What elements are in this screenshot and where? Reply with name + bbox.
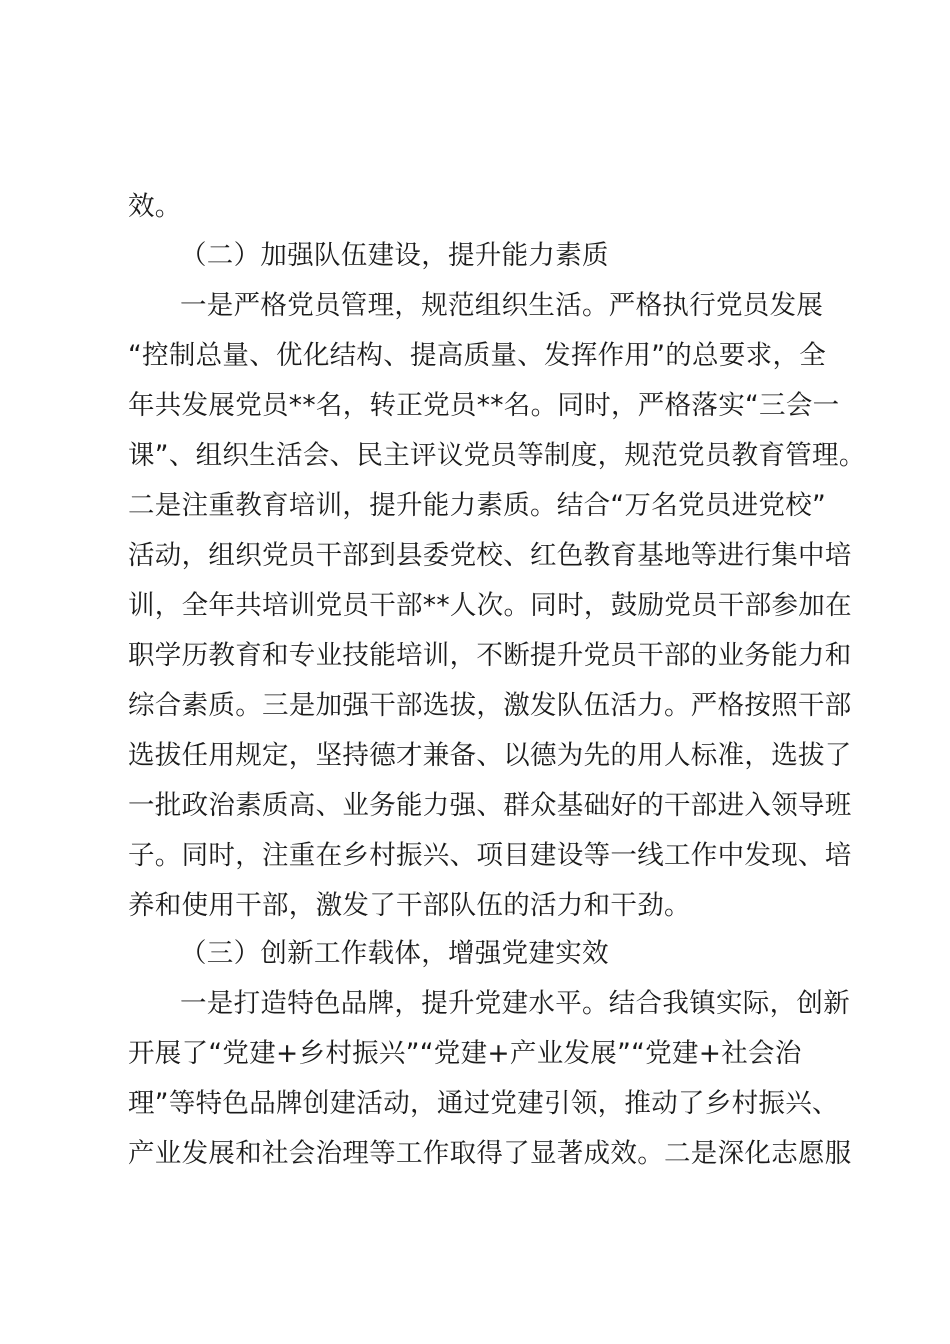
text-line: 一批政治素质高、业务能力强、群众基础好的干部进入领导班 xyxy=(128,790,852,821)
text-line: 年共发展党员**名，转正党员**名。同时，严格落实“三会一 xyxy=(128,390,840,421)
section-heading: （二）加强队伍建设，提升能力素质 xyxy=(180,240,609,271)
text-line: 产业发展和社会治理等工作取得了显著成效。二是深化志愿服 xyxy=(128,1138,852,1169)
section-heading: （三）创新工作载体，增强党建实效 xyxy=(180,938,609,969)
text-line: 子。同时，注重在乡村振兴、项目建设等一线工作中发现、培 xyxy=(128,840,852,871)
text-line: 理”等特色品牌创建活动，通过党建引领，推动了乡村振兴、 xyxy=(128,1088,839,1119)
text-line: 活动，组织党员干部到县委党校、红色教育基地等进行集中培 xyxy=(128,540,852,571)
text-line: 二是注重教育培训，提升能力素质。结合“万名党员进党校” xyxy=(128,490,827,521)
text-line: 综合素质。三是加强干部选拔，激发队伍活力。严格按照干部 xyxy=(128,690,852,721)
text-line: 一是严格党员管理，规范组织生活。严格执行党员发展 xyxy=(180,290,824,321)
text-line: 效。 xyxy=(128,191,182,222)
text-line: 选拔任用规定，坚持德才兼备、以德为先的用人标准，选拔了 xyxy=(128,740,852,771)
text-line: 开展了“党建+乡村振兴”“党建+产业发展”“党建+社会治 xyxy=(128,1038,802,1069)
text-line: 养和使用干部，激发了干部队伍的活力和干劲。 xyxy=(128,890,691,921)
text-line: 职学历教育和专业技能培训，不断提升党员干部的业务能力和 xyxy=(128,640,852,671)
text-line: 课”、组织生活会、民主评议党员等制度，规范党员教育管理。 xyxy=(128,440,866,471)
text-line: 训，全年共培训党员干部**人次。同时，鼓励党员干部参加在 xyxy=(128,590,852,621)
text-line: 一是打造特色品牌，提升党建水平。结合我镇实际，创新 xyxy=(180,988,850,1019)
text-line: “控制总量、优化结构、提高质量、发挥作用”的总要求，全 xyxy=(128,340,827,371)
